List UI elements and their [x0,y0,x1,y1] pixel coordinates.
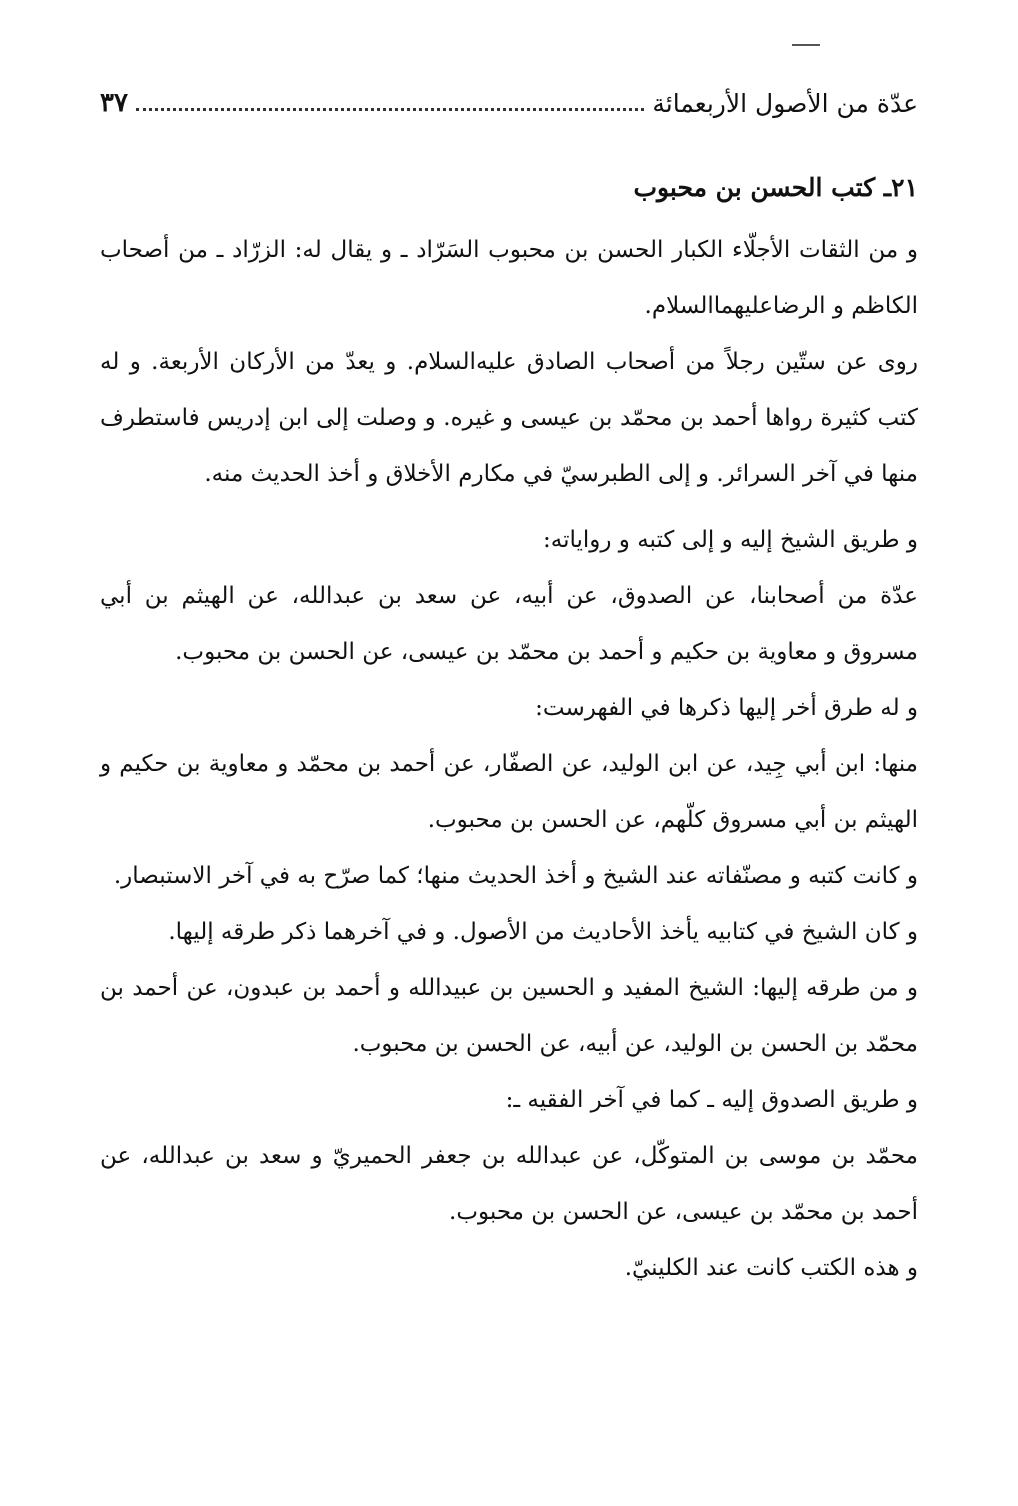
top-mark [792,44,820,46]
running-header [100,80,918,126]
page-number: ٣٧ [100,88,128,118]
paragraph-8: و كان الشيخ في كتابيه يأخذ الأحاديث من الأصول. و في آخرهما ذكر طرقه إليها. [168,919,918,945]
paragraph-2: روى عن ستّين رجلاً من أصحاب الصادق عليه‌السلام. و يعدّ من الأركان الأربعة. و له كتب كثيرة رواها أحمد بن محمّد بن عيسى و غيره. و وصلت إلى ابن إدريس فاستطرف منها في آخر السرائر. و إلى الطبرسيّ في مكارم الأخلاق و أخذ الحديث منه. [100,349,918,487]
paragraph-9: و من طرقه إليها: الشيخ المفيد و الحسين بن عبيدالله و أحمد بن عبدون، عن أحمد بن محمّد بن الحسن بن الوليد، عن أبيه، عن الحسن بن محبوب. [100,975,918,1057]
paragraph-4: عدّة من أصحابنا، عن الصدوق، عن أبيه، عن سعد بن عبدالله، عن الهيثم بن أبي مسروق و معاوية بن حكيم و أحمد بن محمّد بن عيسى، عن الحسن بن محبوب. [100,583,918,665]
paragraph-7: و كانت كتبه و مصنّفاته عند الشيخ و أخذ الحديث منها؛ كما صرّح به في آخر الاستبصار. [113,863,918,889]
paragraph-12: و هذه الكتب كانت عند الكلينيّ. [624,1255,918,1281]
paragraph-5: و له طرق أخر إليها ذكرها في الفهرست: [535,695,918,721]
paragraph-1: و من الثقات الأجلّاء الكبار الحسن بن محبوب السَرّاد ـ و يقال له: الزرّاد ـ من أصحاب الكاظم و الرضاعليهما‌السلام. [100,237,918,319]
page-body [100,160,918,1296]
header-title: عدّة من الأصول الأربعمائة [652,88,918,118]
header-dot-leader [136,108,644,111]
section-heading: ٢١ـ كتب الحسن بن محبوب [633,173,918,202]
paragraph-3: و طريق الشيخ إليه و إلى كتبه و رواياته: [543,527,918,553]
paragraph-6: منها: ابن أبي جِيد، عن ابن الوليد، عن الصفّار، عن أحمد بن محمّد و معاوية بن حكيم و الهيثم بن أبي مسروق كلّهم، عن الحسن بن محبوب. [100,751,918,833]
paragraph-10: و طريق الصدوق إليه ـ كما في آخر الفقيه ـ: [505,1087,918,1113]
paragraph-11: محمّد بن موسى بن المتوكّل، عن عبدالله بن جعفر الحميريّ و سعد بن عبدالله، عن أحمد بن محمّد بن عيسى، عن الحسن بن محبوب. [100,1143,918,1225]
